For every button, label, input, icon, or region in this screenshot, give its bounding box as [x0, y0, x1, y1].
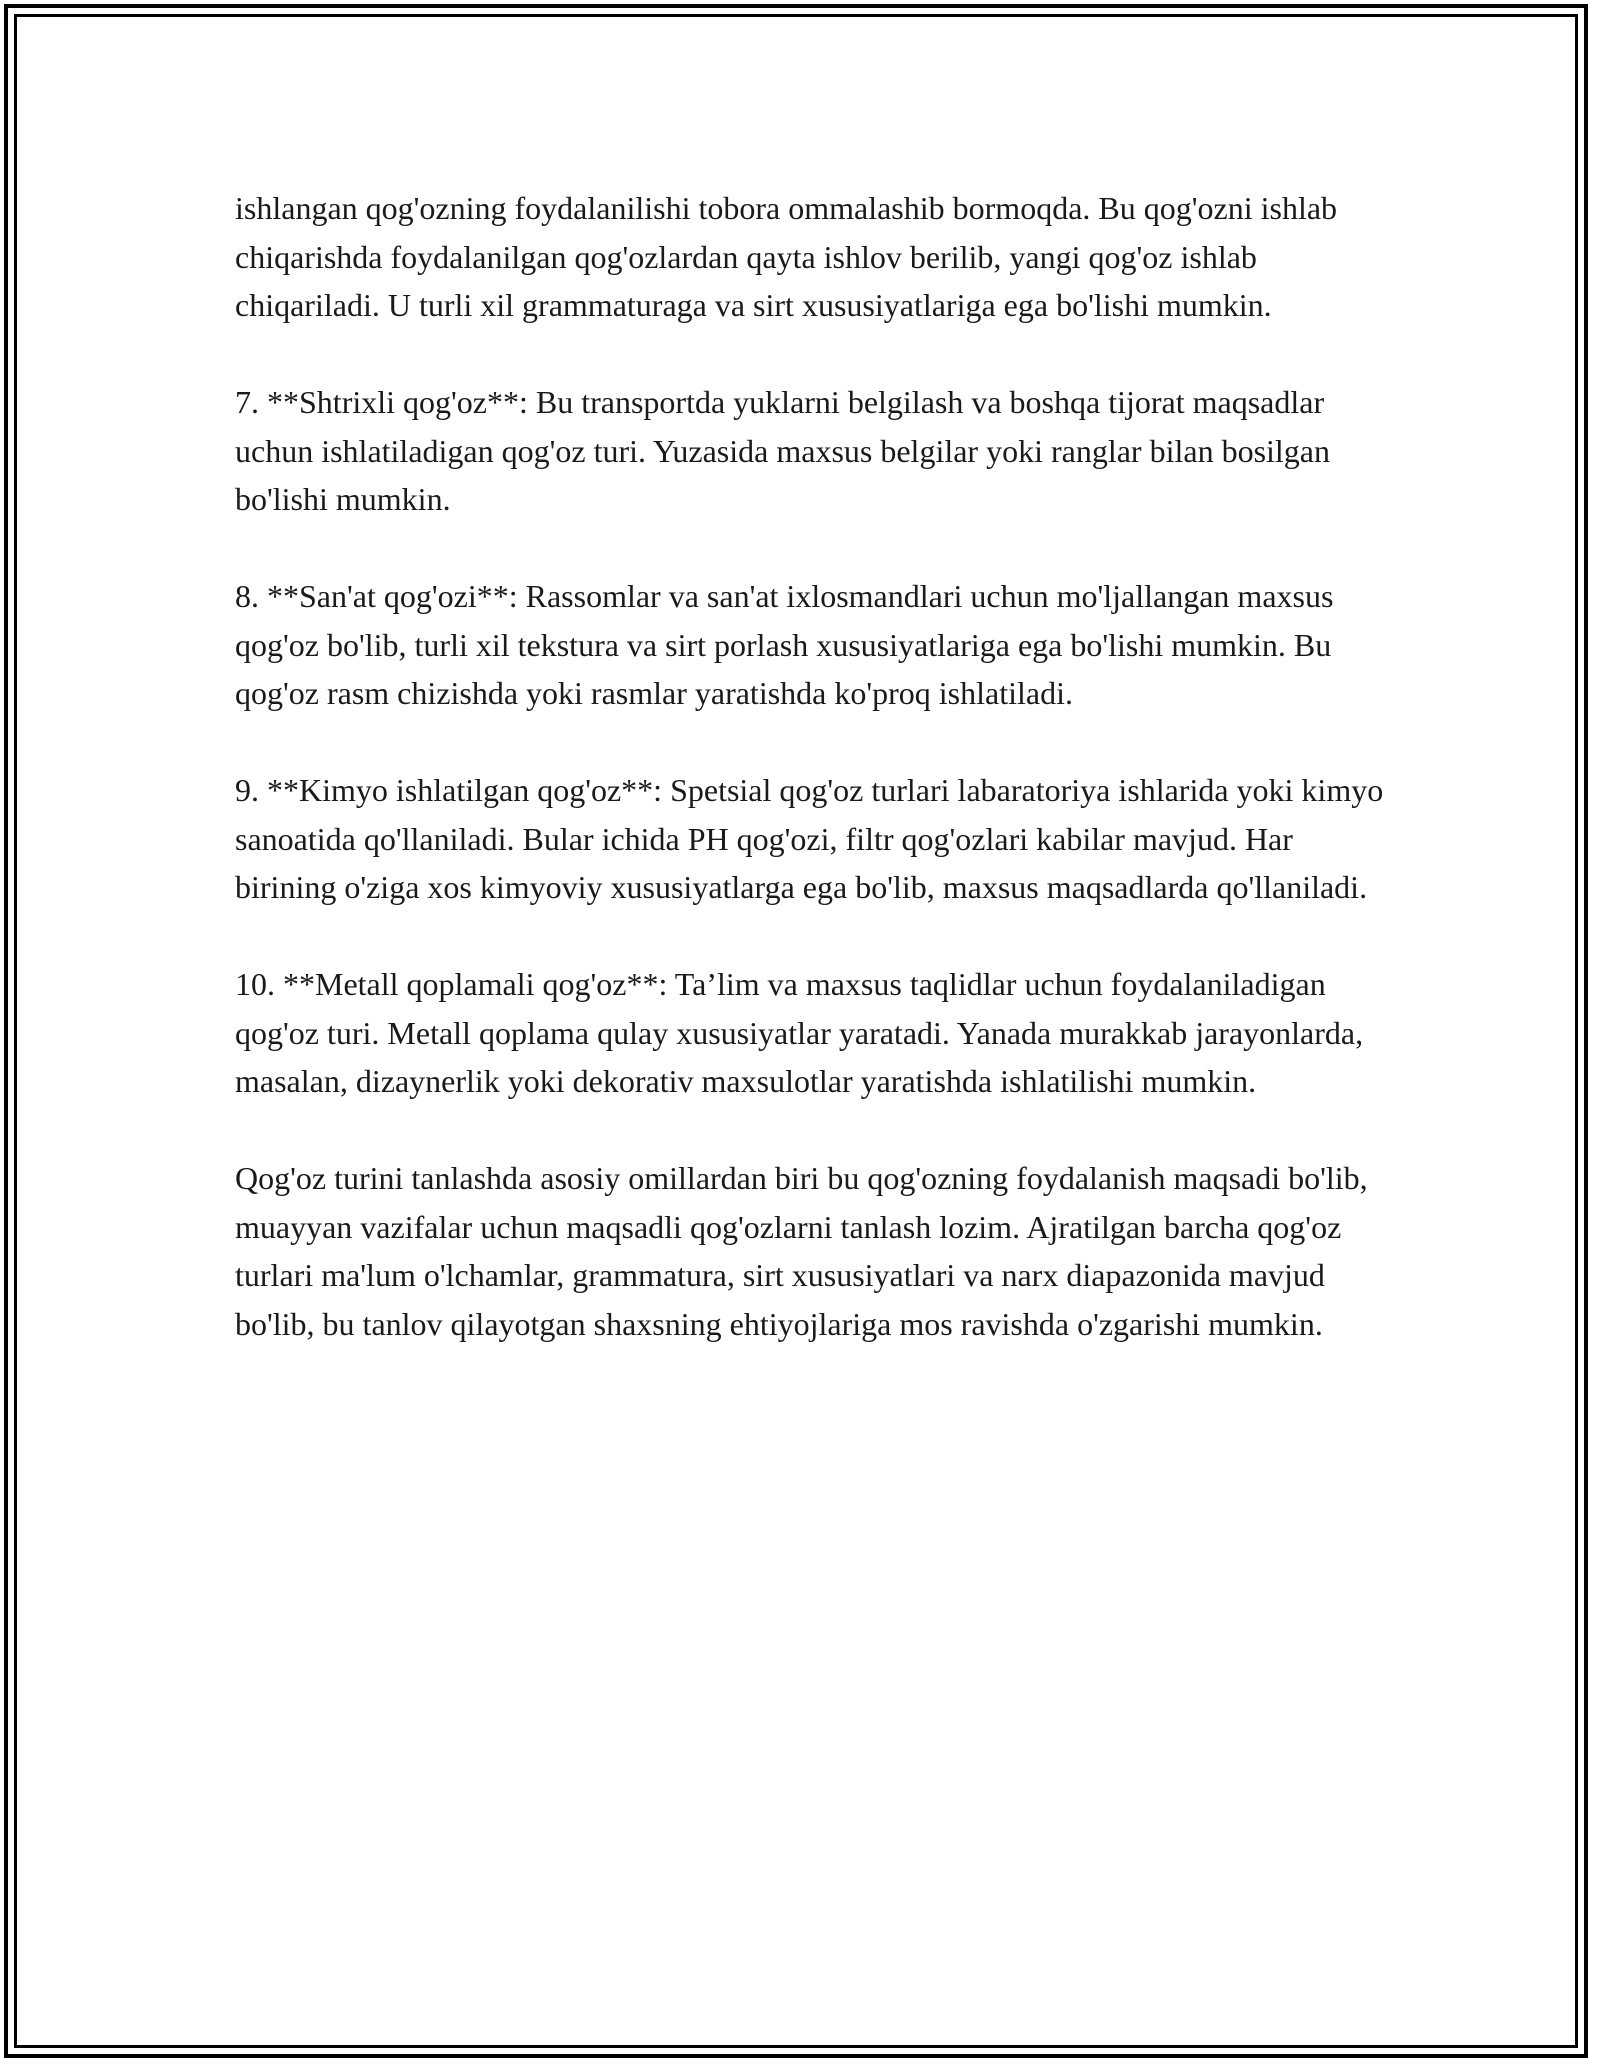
paragraph-metal-coated-paper: 10. **Metall qoplamali qog'oz**: Ta’lim va maxsus taqlidlar uchun foydalaniladigan qog'oz turi. Metall qoplama qulay xususiyatlar yaratadi. Yanada murakkab jarayonlarda, masalan, dizaynerlik yoki dekorativ maxsulotlar yaratishda ishlatilishi mumkin.: [235, 966, 1364, 1099]
paragraph-conclusion: Qog'oz turini tanlashda asosiy omillardan biri bu qog'ozning foydalanish maqsadi bo'lib, muayyan vazifalar uchun maqsadli qog'ozlarni tanlash lozim. Ajratilgan barcha qog'oz turlari ma'lum o'lchamlar, grammatura, sirt xususiyatlari va narx diapazonida mavjud bo'lib, bu tanlov qilayotgan shaxsning ehtiyojlariga mos ravishda o'zgarishi mumkin.: [235, 1160, 1368, 1342]
document-body: [235, 184, 1385, 1397]
paragraph-recycled-paper: ishlangan qog'ozning foydalanilishi tobora ommalashib bormoqda. Bu qog'ozni ishlab chiqarishda foydalanilgan qog'ozlardan qayta ishlov berilib, yangi qog'oz ishlab chiqariladi. U turli xil grammaturaga va sirt xususiyatlariga ega bo'lishi mumkin.: [235, 190, 1338, 323]
paragraph-barcode-paper: 7. **Shtrixli qog'oz**: Bu transportda yuklarni belgilash va boshqa tijorat maqsadlar uchun ishlatiladigan qog'oz turi. Yuzasida maxsus belgilar yoki ranglar bilan bosilgan bo'lishi mumkin.: [235, 384, 1330, 517]
paragraph-chemical-paper: 9. **Kimyo ishlatilgan qog'oz**: Spetsial qog'oz turlari labaratoriya ishlarida yoki kimyo sanoatida qo'llaniladi. Bular ichida PH qog'ozi, filtr qog'ozlari kabilar mavjud. Har birining o'ziga xos kimyoviy xususiyatlarga ega bo'lib, maxsus maqsadlarda qo'llaniladi.: [235, 772, 1384, 905]
paragraph-art-paper: 8. **San'at qog'ozi**: Rassomlar va san'at ixlosmandlari uchun mo'ljallangan maxsus qog'oz bo'lib, turli xil tekstura va sirt porlash xususiyatlariga ega bo'lishi mumkin. Bu qog'oz rasm chizishda yoki rasmlar yaratishda ko'proq ishlatiladi.: [235, 578, 1334, 711]
